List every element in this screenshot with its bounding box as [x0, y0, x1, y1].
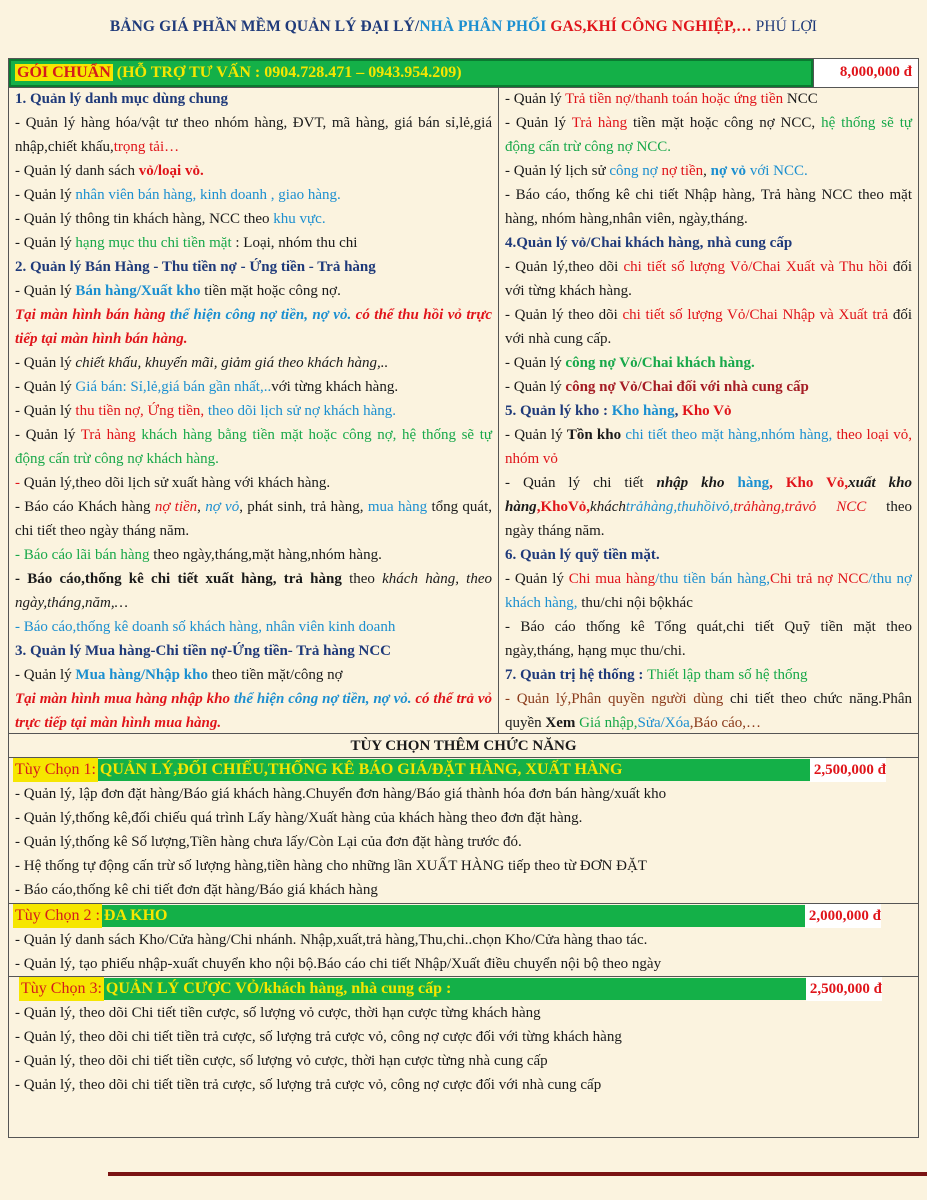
list-item: - Quản lý danh sách vỏ/loại vỏ. [15, 163, 204, 179]
list-item: - Quản lý công nợ Vỏ/Chai đối với nhà cung cấp [505, 379, 809, 395]
right-column [499, 87, 918, 733]
title-part-4: PHÚ LỢI [751, 18, 818, 35]
package-price: 8,000,000 đ [813, 59, 918, 87]
list-item: - Quản lý Trả hàng khách hàng bằng tiền mặt hoặc công nợ, hệ thống sẽ tự động cấn trừ công nợ khách hàng. [15, 427, 492, 467]
package-name-bar [9, 59, 813, 87]
list-item: - Quản lý, lập đơn đặt hàng/Báo giá khách hàng.Chuyển đơn hàng/Báo giá thành hóa đơn bán hàng/xuất kho [15, 786, 667, 802]
list-item: - Quản lý thông tin khách hàng, NCC theo khu vực. [15, 211, 326, 227]
section-4-title: 4.Quản lý vỏ/Chai khách hàng, nhà cung cấp [505, 235, 793, 251]
page-title [0, 18, 927, 36]
option-3 [9, 976, 918, 1097]
section-3-title: 3. Quản lý Mua hàng-Chi tiền nợ-Ứng tiền- Trả hàng NCC [15, 643, 391, 659]
option-2-header [9, 904, 918, 928]
title-part-3: GAS,KHÍ CÔNG NGHIỆP,… [546, 18, 752, 35]
option-3-label: Tùy Chọn 3: [19, 977, 104, 1001]
option-1 [9, 757, 918, 902]
option-1-header [9, 758, 918, 782]
section-6-title: 6. Quản lý quỹ tiền mặt. [505, 547, 660, 563]
list-item: - Báo cáo lãi bán hàng theo ngày,tháng,mặt hàng,nhóm hàng. [15, 547, 382, 563]
list-item: - Quản lý, theo dõi chi tiết tiền trả cược, số lượng trả cược vỏ, công nợ cược đối với nhà cung cấp [15, 1077, 602, 1093]
list-item: - Quản lý Bán hàng/Xuất kho tiền mặt hoặc công nợ. [15, 283, 341, 299]
list-item: - Quản lý Mua hàng/Nhập kho theo tiền mặt/công nợ [15, 667, 343, 683]
list-item: - Quản lý, theo dõi Chi tiết tiền cược, số lượng vỏ cược, thời hạn cược từng khách hàng [15, 1005, 541, 1021]
list-item: - Quản lý công nợ Vỏ/Chai khách hàng. [505, 355, 755, 371]
list-item: - Báo cáo Khách hàng nợ tiền, nợ vỏ, phát sinh, trả hàng, mua hàng tổng quát, chi tiết theo ngày tháng năm. [15, 499, 492, 539]
list-item: - Hệ thống tự động cấn trừ số lượng hàng,tiền hàng cho những lần XUẤT HÀNG tiếp theo từ ĐƠN ĐẶT [15, 858, 647, 874]
list-item: - Quản lý,Phân quyền người dùng chi tiết theo chức năng.Phân quyền Xem Giá nhập,Sửa/Xóa,Báo cáo,… [505, 691, 912, 731]
list-item: - Quản lý danh sách Kho/Cửa hàng/Chi nhánh. Nhập,xuất,trả hàng,Thu,chi..chọn Kho/Cửa hàng thao tác. [15, 932, 648, 948]
option-3-body [9, 1001, 918, 1097]
option-1-price: 2,500,000 đ [810, 758, 886, 782]
option-2-name: ĐA KHO [102, 905, 805, 927]
option-3-price: 2,500,000 đ [806, 977, 882, 1001]
list-item: - Quản lý chiết khấu, khuyến mãi, giảm giá theo khách hàng,.. [15, 355, 389, 371]
list-item: Tại màn hình bán hàng thể hiện công nợ tiền, nợ vỏ. có thể thu hồi vỏ trực tiếp tại màn hình bán hàng. [15, 307, 493, 347]
list-item: - Quản lý Giá bán: Sỉ,lẻ,giá bán gần nhất,..với từng khách hàng. [15, 379, 399, 395]
option-3-name: QUẢN LÝ CƯỢC VỎ/khách hàng, nhà cung cấp : [104, 978, 806, 1000]
option-2-price: 2,000,000 đ [805, 904, 881, 928]
list-item: - Quản lý hạng mục thu chi tiền mặt : Loại, nhóm thu chi [15, 235, 358, 251]
list-item: - Quản lý hàng hóa/vật tư theo nhóm hàng, ĐVT, mã hàng, giá bán sỉ,lẻ,giá nhập,chiết khấu,trọng tải… [15, 115, 492, 155]
list-item: - Quản lý,thống kê,đối chiếu quá trình Lấy hàng/Xuất hàng của khách hàng theo đơn đặt hàng. [15, 810, 583, 826]
list-item: - Quản lý nhân viên bán hàng, kinh doanh , giao hàng. [15, 187, 341, 203]
list-item: - Quản lý theo dõi chi tiết số lượng Vỏ/Chai Nhập và Xuất trả đối với nhà cung cấp. [505, 307, 912, 347]
option-1-label: Tùy Chọn 1: [13, 758, 98, 782]
option-1-name: QUẢN LÝ,ĐỐI CHIẾU,THỐNG KÊ BÁO GIÁ/ĐẶT HÀNG, XUẤT HÀNG [98, 759, 810, 781]
section-5-title: 5. Quản lý kho : Kho hàng, Kho Vỏ [505, 403, 732, 419]
list-item: - Quản lý, tạo phiếu nhập-xuất chuyển kho nội bộ.Báo cáo chi tiết Nhập/Xuất điều chuyển nội bộ theo ngày [15, 956, 662, 972]
package-name: GÓI CHUẨN [17, 64, 111, 81]
package-header [9, 59, 918, 88]
list-item: - Báo cáo, thống kê chi tiết Nhập hàng, Trả hàng NCC theo mặt hàng, nhóm hàng,nhân viên, ngày,tháng. [505, 187, 912, 227]
list-item: - Báo cáo,thống kê chi tiết đơn đặt hàng/Báo giá khách hàng [15, 882, 378, 898]
title-part-2: NHÀ PHÂN PHỐI [419, 18, 547, 35]
list-item: Tại màn hình mua hàng nhập kho thể hiện công nợ tiền, nợ vỏ. có thể trả vỏ trực tiếp tại màn hình mua hàng. [15, 691, 492, 731]
footer-rule [108, 1172, 927, 1176]
list-item: - Quản lý Trả hàng tiền mặt hoặc công nợ NCC, hệ thống sẽ tự động cấn trừ công nợ NCC. [505, 115, 913, 155]
list-item: - Quản lý, theo dõi chi tiết tiền cược, số lượng vỏ cược, thời hạn cược từng nhà cung cấp [15, 1053, 548, 1069]
list-item: - Báo cáo,thống kê doanh số khách hàng, nhân viên kinh doanh [15, 619, 396, 635]
option-2 [9, 903, 918, 976]
option-2-label: Tùy Chọn 2 : [13, 904, 102, 928]
list-item: - Quản lý Tồn kho chi tiết theo mặt hàng,nhóm hàng, theo loại vỏ, nhóm vỏ [505, 427, 912, 467]
list-item: - Quản lý,theo dõi lịch sử xuất hàng với khách hàng. [15, 475, 331, 491]
list-item: - Quản lý,thống kê Số lượng,Tiền hàng chưa lấy/Còn Lại của đơn đặt hàng trước đó. [15, 834, 522, 850]
list-item: - Báo cáo,thống kê chi tiết xuất hàng, trả hàng theo khách hàng, theo ngày,tháng,năm,… [15, 571, 493, 611]
list-item: - Quản lý,theo dõi chi tiết số lượng Vỏ/Chai Xuất và Thu hồi đối với từng khách hàng. [505, 259, 912, 299]
options-title: TÙY CHỌN THÊM CHỨC NĂNG [9, 733, 918, 758]
list-item: - Quản lý Trả tiền nợ/thanh toán hoặc ứng tiền NCC [505, 91, 818, 107]
title-part-1: BẢNG GIÁ PHẦN MỀM QUẢN LÝ ĐẠI LÝ/ [109, 18, 420, 35]
list-item: - Quản lý thu tiền nợ, Ứng tiền, theo dõi lịch sử nợ khách hàng. [15, 403, 396, 419]
package-support: (HỖ TRỢ TƯ VẤN : 0904.728.471 – 0943.954.209) [112, 64, 462, 81]
list-item: - Báo cáo thống kê Tổng quát,chi tiết Quỹ tiền mặt theo ngày,tháng, hạng mục thu/chi. [505, 619, 912, 659]
price-table [8, 58, 919, 1138]
option-2-body [9, 928, 918, 976]
left-column [9, 87, 499, 733]
section-1-title: 1. Quản lý danh mục dùng chung [15, 91, 229, 107]
option-1-body [9, 782, 918, 902]
list-item: - Quản lý Chi mua hàng/thu tiền bán hàng,Chi trả nợ NCC/thu nợ khách hàng, thu/chi nội bộkhác [505, 571, 912, 611]
list-item: - Quản lý chi tiết nhập kho hàng, Kho Vỏ,xuất kho hàng,KhoVỏ,kháchtrảhàng,thuhồivỏ,trảhàng,trảvỏ NCC theo ngày tháng năm. [505, 475, 912, 539]
list-item: - Quản lý, theo dõi chi tiết tiền trả cược, số lượng trả cược vỏ, công nợ cược đối với từng khách hàng [15, 1029, 622, 1045]
list-item: - Quản lý lịch sử công nợ nợ tiền, nợ vỏ với NCC. [505, 163, 808, 179]
option-3-header [9, 977, 918, 1001]
section-2-title: 2. Quản lý Bán Hàng - Thu tiền nợ - Ứng tiền - Trả hàng [15, 259, 376, 275]
section-7-title: 7. Quản trị hệ thống : Thiết lập tham số hệ thống [505, 667, 808, 683]
